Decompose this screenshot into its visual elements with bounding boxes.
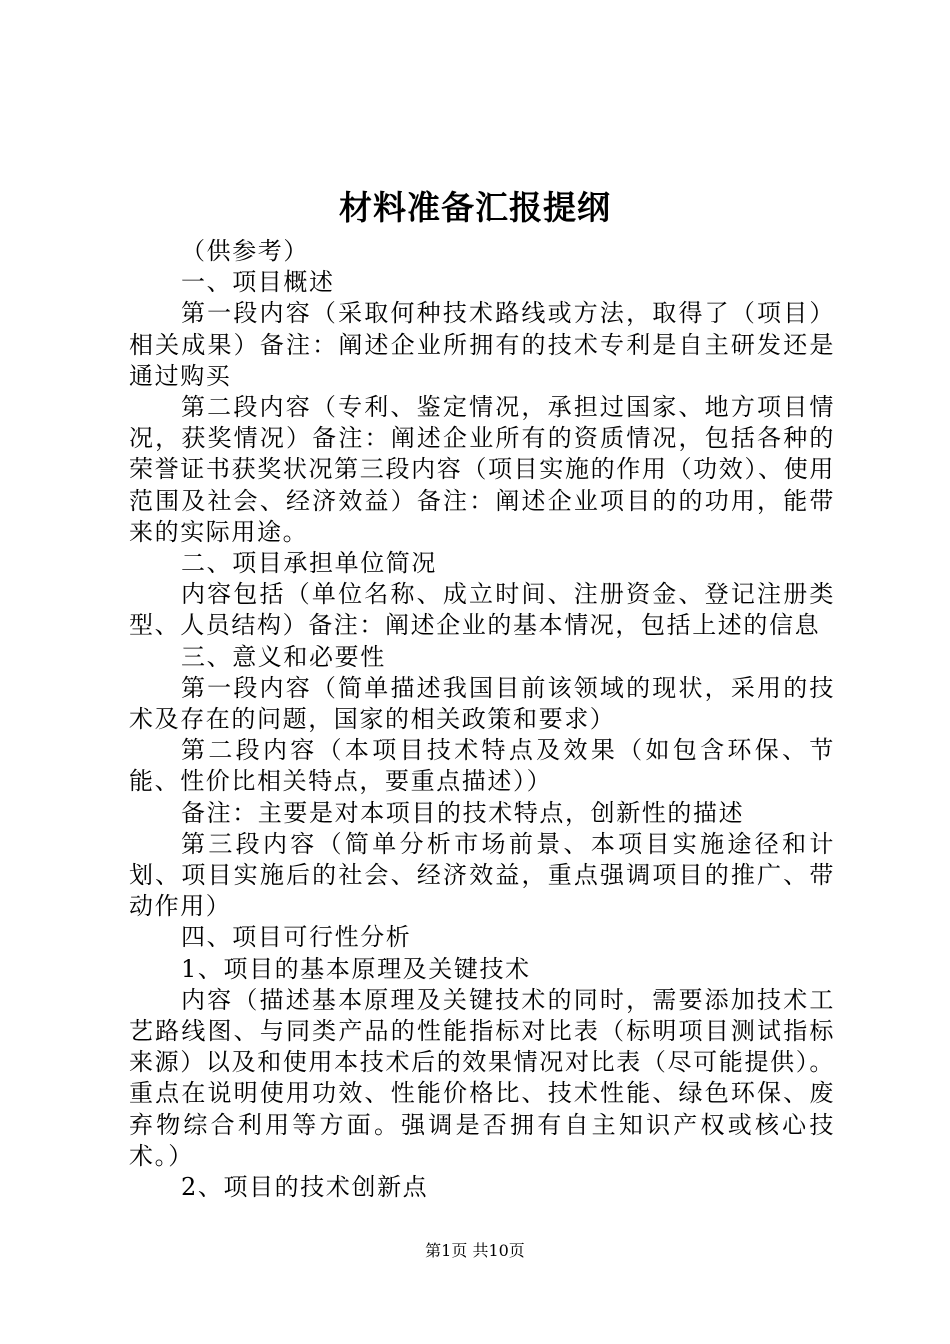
paragraph: 备注：主要是对本项目的技术特点，创新性的描述 [181, 798, 745, 827]
paragraph: 内容包括（单位名称、成立时间、注册资金、登记注册类型、人员结构）备注：阐述企业的基本情况，包括上述的信息 [129, 580, 835, 640]
subsection-heading: 2、项目的技术创新点 [181, 1173, 429, 1202]
paragraph: 第一段内容（简单描述我国目前该领域的现状，采用的技术及存在的问题，国家的相关政策和要求） [129, 673, 835, 734]
paragraph: 内容（描述基本原理及关键技术的同时，需要添加技术工艺路线图、与同类产品的性能指标对比表（标明项目测试指标来源）以及和使用本技术后的效果情况对比表（尽可能提供）。重点在说明使用功效、性能价格比、技术性能、绿色环保、废弃物综合利用等方面。强调是否拥有自主知识产权或核心技术。） [129, 985, 835, 1170]
document-body [129, 236, 835, 1203]
section-heading: 三、意义和必要性 [181, 642, 386, 671]
paragraph: 第二段内容（专利、鉴定情况，承担过国家、地方项目情况，获奖情况）备注：阐述企业所有的资质情况，包括各种的荣誉证书获奖状况第三段内容（项目实施的作用（功效）、使用范围及社会、经济效益）备注：阐述企业项目的的功用，能带来的实际用途。 [129, 393, 835, 546]
subsection-heading: 1、项目的基本原理及关键技术 [181, 954, 531, 983]
section-heading: 一、项目概述 [181, 268, 335, 297]
paragraph: （供参考） [181, 237, 309, 265]
paragraph: 第三段内容（简单分析市场前景、本项目实施途径和计划、项目实施后的社会、经济效益，重点强调项目的推广、带动作用） [129, 829, 835, 921]
paragraph: 第二段内容（本项目技术特点及效果（如包含环保、节能、性价比相关特点，要重点描述）） [129, 736, 835, 796]
section-heading: 四、项目可行性分析 [181, 923, 412, 952]
page-footer: 第1页 共10页 [425, 1241, 525, 1260]
paragraph: 第一段内容（采取何种技术路线或方法，取得了（项目）相关成果）备注：阐述企业所拥有的技术专利是自主研发还是通过购买 [129, 299, 835, 390]
section-heading: 二、项目承担单位简况 [181, 549, 437, 578]
document-title: 材料准备汇报提纲 [339, 188, 611, 227]
